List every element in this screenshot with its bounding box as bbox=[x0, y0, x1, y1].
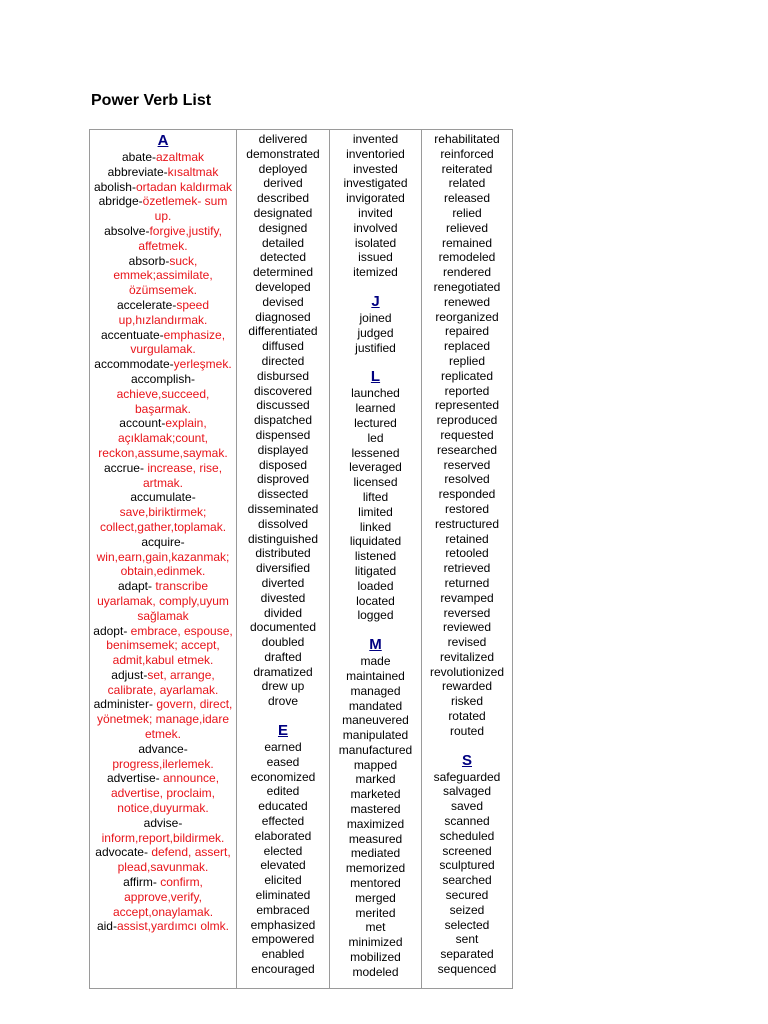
verb-english: aid bbox=[96, 919, 113, 934]
page-title: Power Verb List bbox=[91, 92, 212, 109]
verb-item: diverted bbox=[261, 575, 305, 590]
verb-item: disproved bbox=[256, 472, 310, 487]
verb-item: mastered bbox=[350, 802, 401, 817]
verb-item: demonstrated bbox=[246, 146, 320, 161]
verb-item: distributed bbox=[255, 546, 311, 561]
verb-item: relieved bbox=[445, 220, 489, 235]
verb-item: litigated bbox=[354, 563, 397, 578]
verb-translation: progress,ilerlemek. bbox=[112, 756, 214, 771]
verb-item: educated bbox=[258, 799, 308, 814]
verb-item: isolated bbox=[354, 235, 397, 250]
verb-item: lessened bbox=[351, 445, 400, 460]
verb-english: advise bbox=[143, 815, 179, 830]
verb-translation: ortadan kaldırmak bbox=[135, 179, 233, 194]
verb-translation: suck, emmek;assimilate, özümsemek. bbox=[113, 253, 213, 298]
verb-item: elaborated bbox=[254, 828, 312, 843]
verb-item: mapped bbox=[353, 757, 398, 772]
section-letter-a: A bbox=[157, 132, 169, 149]
verb-item: divided bbox=[263, 605, 303, 620]
verb-translation: set, arrange, calibrate, ayarlamak. bbox=[107, 667, 219, 697]
verb-english: accelerate bbox=[116, 297, 173, 312]
verb-translation: defend, assert, plead,savunmak. bbox=[117, 845, 231, 875]
verb-english: accommodate bbox=[94, 357, 170, 372]
verb-item: screened bbox=[442, 843, 492, 858]
verb-item: drove bbox=[267, 694, 299, 709]
verb-item: judged bbox=[357, 325, 394, 340]
verb-item: reorganized bbox=[435, 309, 499, 324]
verb-item: effected bbox=[261, 814, 305, 829]
verb-translation: announce, advertise, proclaim, notice,duyurmak. bbox=[110, 771, 220, 816]
verb-item: researched bbox=[436, 442, 498, 457]
verb-separator: - bbox=[163, 164, 168, 179]
verb-item: described bbox=[256, 191, 310, 206]
verb-english: adjust bbox=[111, 667, 144, 682]
verb-item: mentored bbox=[350, 876, 401, 891]
verb-item: revised bbox=[447, 635, 487, 650]
verb-entry bbox=[90, 742, 236, 772]
verb-item: drew up bbox=[261, 679, 305, 694]
verb-item: deployed bbox=[258, 161, 308, 176]
verb-separator: - bbox=[123, 623, 131, 638]
verb-english: abate bbox=[121, 150, 152, 164]
verb-separator: - bbox=[191, 371, 196, 386]
verb-separator: - bbox=[112, 919, 117, 934]
verb-separator: - bbox=[131, 179, 136, 194]
verb-item: merged bbox=[355, 890, 396, 905]
verb-translation: explain, açıklamak;count, reckon,assume,saymak. bbox=[98, 416, 228, 460]
verb-item: retrieved bbox=[443, 561, 491, 576]
verb-separator: - bbox=[172, 297, 177, 312]
verb-item: measured bbox=[348, 831, 403, 846]
verb-translation: govern, direct, yönetmek; manage,idare etmek. bbox=[96, 697, 233, 742]
verb-item: reviewed bbox=[442, 620, 492, 635]
verb-item: rendered bbox=[442, 265, 492, 280]
verb-entry bbox=[90, 697, 236, 741]
verb-item: scheduled bbox=[439, 828, 495, 843]
verb-english: affirm bbox=[123, 875, 153, 890]
verb-item: rehabilitated bbox=[434, 132, 500, 146]
verb-item: searched bbox=[442, 873, 492, 888]
verb-item: repaired bbox=[444, 324, 490, 339]
verb-translation: assist,yardımcı olmk. bbox=[116, 919, 230, 934]
verb-entry bbox=[90, 180, 236, 195]
verb-item: scanned bbox=[444, 814, 490, 829]
verb-entry bbox=[90, 328, 236, 358]
section-letter-s: S bbox=[461, 751, 472, 769]
verb-item: led bbox=[367, 430, 384, 445]
verb-item: linked bbox=[359, 519, 392, 534]
verb-entry bbox=[90, 224, 236, 254]
verb-table bbox=[89, 129, 513, 989]
verb-item: licensed bbox=[353, 475, 398, 490]
verb-item: dissected bbox=[257, 487, 309, 502]
verb-item: reiterated bbox=[441, 161, 493, 176]
verb-item: differentiated bbox=[248, 324, 318, 339]
verb-english: adapt bbox=[117, 579, 148, 594]
verb-english: administer bbox=[93, 697, 149, 712]
verb-item: diversified bbox=[255, 561, 311, 576]
verb-item: memorized bbox=[345, 861, 406, 876]
verb-item: diagnosed bbox=[255, 309, 311, 324]
verb-item: manufactured bbox=[338, 742, 413, 757]
verb-item: distinguished bbox=[247, 531, 319, 546]
verb-item: saved bbox=[450, 799, 484, 814]
verb-separator: - bbox=[143, 667, 148, 682]
verb-separator: - bbox=[183, 741, 188, 756]
verb-item: sent bbox=[455, 932, 479, 947]
verb-item: leveraged bbox=[349, 460, 402, 475]
verb-item: economized bbox=[250, 769, 316, 784]
verb-item: earned bbox=[264, 740, 302, 755]
verb-item: developed bbox=[255, 279, 311, 294]
verb-translation: azaltmak bbox=[156, 150, 205, 164]
verb-separator: - bbox=[152, 875, 161, 890]
verb-item: located bbox=[356, 593, 395, 608]
verb-item: made bbox=[360, 654, 391, 669]
verb-column-2 bbox=[237, 130, 330, 988]
verb-item: rotated bbox=[448, 709, 486, 724]
verb-entry bbox=[90, 875, 236, 919]
verb-item: enabled bbox=[261, 947, 305, 962]
verb-separator: - bbox=[139, 460, 148, 475]
verb-item: invited bbox=[358, 205, 393, 220]
verb-translation: speed up,hızlandırmak. bbox=[118, 297, 210, 327]
verb-item: seized bbox=[449, 902, 485, 917]
verb-item: remodeled bbox=[438, 250, 496, 265]
verb-translation: forgive,justify, affetmek. bbox=[138, 223, 222, 253]
verb-entry bbox=[90, 194, 236, 224]
verb-item: responded bbox=[438, 487, 496, 502]
verb-column-3 bbox=[330, 130, 422, 988]
verb-item: displayed bbox=[257, 442, 309, 457]
verb-item: minimized bbox=[348, 935, 403, 950]
verb-english: abolish bbox=[93, 179, 132, 194]
verb-entry bbox=[90, 624, 236, 668]
verb-separator: - bbox=[191, 490, 196, 505]
verb-item: mandated bbox=[348, 698, 403, 713]
verb-item: maneuvered bbox=[342, 713, 409, 728]
verb-item: maximized bbox=[346, 816, 405, 831]
verb-entry bbox=[90, 490, 236, 534]
verb-item: emphasized bbox=[250, 917, 316, 932]
verb-item: reported bbox=[444, 383, 490, 398]
verb-item: modeled bbox=[352, 964, 399, 979]
verb-item: restructured bbox=[434, 516, 500, 531]
verb-entry bbox=[90, 919, 236, 934]
verb-item: reserved bbox=[443, 457, 491, 472]
verb-translation: confirm, approve,verify, accept,onaylamak. bbox=[112, 875, 214, 919]
verb-item: discovered bbox=[253, 383, 313, 398]
verb-item: relied bbox=[452, 205, 482, 220]
verb-english: advocate bbox=[95, 845, 144, 860]
verb-english: acquire bbox=[141, 534, 181, 549]
verb-item: mobilized bbox=[350, 950, 401, 965]
verb-item: reversed bbox=[443, 605, 491, 620]
verb-item: merited bbox=[355, 905, 396, 920]
verb-english: accomplish bbox=[130, 371, 192, 386]
verb-item: discussed bbox=[256, 398, 310, 413]
verb-item: empowered bbox=[251, 932, 315, 947]
verb-item: renewed bbox=[443, 294, 491, 309]
verb-column-1 bbox=[90, 130, 237, 988]
verb-item: encouraged bbox=[251, 962, 315, 977]
verb-separator: - bbox=[152, 150, 156, 164]
verb-entry bbox=[90, 668, 236, 698]
verb-separator: - bbox=[165, 253, 170, 268]
verb-item: sequenced bbox=[437, 962, 497, 977]
verb-translation: inform,report,bildirmek. bbox=[101, 830, 225, 845]
verb-item: risked bbox=[450, 694, 483, 709]
verb-separator: - bbox=[138, 194, 143, 209]
verb-item: mediated bbox=[350, 846, 401, 861]
verb-item: resolved bbox=[444, 472, 490, 487]
verb-english: accentuate bbox=[100, 327, 160, 342]
verb-item: replaced bbox=[443, 339, 491, 354]
verb-item: routed bbox=[449, 723, 485, 738]
verb-entry bbox=[90, 535, 236, 579]
verb-entry bbox=[90, 816, 236, 846]
verb-entry bbox=[90, 357, 236, 372]
verb-item: investigated bbox=[343, 176, 408, 191]
verb-item: dramatized bbox=[253, 664, 313, 679]
verb-item: eased bbox=[266, 754, 300, 769]
verb-item: reinforced bbox=[440, 146, 494, 161]
verb-translation: embrace, espouse, benimsemek; accept, admit,kabul etmek. bbox=[106, 623, 233, 668]
section-letter-j: J bbox=[371, 292, 380, 310]
verb-entry bbox=[90, 298, 236, 328]
verb-item: returned bbox=[444, 575, 490, 590]
verb-item: issued bbox=[358, 250, 393, 265]
verb-item: divested bbox=[260, 590, 306, 605]
verb-item: liquidated bbox=[349, 534, 402, 549]
verb-item: embraced bbox=[256, 902, 310, 917]
verb-separator: - bbox=[161, 416, 166, 431]
section-letter-e: E bbox=[277, 722, 288, 740]
verb-translation: achieve,succeed, başarmak. bbox=[116, 386, 210, 416]
verb-item: listened bbox=[354, 549, 397, 564]
verb-item: launched bbox=[351, 386, 400, 401]
verb-item: managed bbox=[350, 683, 401, 698]
verb-item: manipulated bbox=[342, 728, 409, 743]
verb-item: elicited bbox=[264, 873, 302, 888]
verb-item: devised bbox=[262, 294, 304, 309]
verb-separator: - bbox=[155, 771, 163, 786]
verb-item: disseminated bbox=[247, 501, 319, 516]
verb-item: revolutionized bbox=[429, 664, 505, 679]
verb-item: restored bbox=[444, 501, 490, 516]
verb-separator: - bbox=[159, 327, 164, 342]
verb-item: invigorated bbox=[346, 191, 405, 206]
verb-translation: emphasize, vurgulamak. bbox=[130, 327, 226, 357]
verb-item: designated bbox=[253, 205, 313, 220]
verb-entry bbox=[90, 579, 236, 623]
verb-item: limited bbox=[358, 504, 393, 519]
verb-item: disbursed bbox=[256, 368, 310, 383]
verb-item: secured bbox=[445, 888, 489, 903]
verb-item: diffused bbox=[262, 339, 304, 354]
verb-item: met bbox=[365, 920, 386, 935]
verb-item: directed bbox=[261, 353, 305, 368]
verb-item: sculptured bbox=[439, 858, 495, 873]
verb-item: loaded bbox=[357, 578, 394, 593]
verb-entry bbox=[90, 771, 236, 815]
verb-separator: - bbox=[178, 815, 183, 830]
verb-separator: - bbox=[148, 697, 157, 712]
verb-separator: - bbox=[180, 534, 185, 549]
verb-item: elevated bbox=[260, 858, 306, 873]
verb-english: absolve bbox=[104, 223, 146, 238]
verb-item: logged bbox=[357, 608, 394, 623]
verb-english: abridge bbox=[98, 194, 139, 209]
verb-item: replicated bbox=[440, 368, 494, 383]
verb-item: invested bbox=[353, 161, 398, 176]
verb-item: eliminated bbox=[255, 888, 311, 903]
verb-translation: increase, rise, artmak. bbox=[142, 460, 223, 490]
verb-translation: save,biriktirmek; collect,gather,toplamak. bbox=[99, 505, 227, 534]
verb-english: abbreviate bbox=[107, 164, 164, 179]
verb-item: rewarded bbox=[441, 679, 493, 694]
verb-item: learned bbox=[355, 401, 396, 416]
verb-item: designed bbox=[258, 220, 308, 235]
verb-item: selected bbox=[444, 917, 490, 932]
verb-translation: yerleşmek. bbox=[173, 357, 232, 372]
verb-item: drafted bbox=[264, 649, 302, 664]
verb-item: determined bbox=[252, 265, 314, 280]
verb-item: dispatched bbox=[253, 413, 313, 428]
verb-item: requested bbox=[440, 427, 494, 442]
verb-english: advance bbox=[138, 741, 184, 756]
verb-item: retooled bbox=[445, 546, 489, 561]
verb-separator: - bbox=[148, 579, 156, 594]
verb-entry bbox=[90, 461, 236, 491]
verb-separator: - bbox=[169, 357, 174, 372]
verb-item: documented bbox=[249, 620, 317, 635]
verb-entry bbox=[90, 254, 236, 298]
verb-item: released bbox=[443, 191, 491, 206]
verb-item: justified bbox=[355, 340, 396, 355]
verb-item: dispensed bbox=[255, 427, 311, 442]
verb-english: accumulate bbox=[130, 490, 192, 505]
verb-item: disposed bbox=[258, 457, 308, 472]
verb-entry bbox=[90, 165, 236, 180]
verb-column-4 bbox=[422, 130, 512, 988]
verb-item: replied bbox=[448, 353, 486, 368]
verb-item: inventoried bbox=[346, 146, 405, 161]
verb-translation: transcribe uyarlamak, comply,uyum sağlamak bbox=[97, 579, 229, 623]
verb-item: related bbox=[448, 176, 486, 191]
verb-english: absorb bbox=[128, 253, 166, 268]
verb-item: edited bbox=[266, 784, 300, 799]
verb-item: detected bbox=[259, 250, 307, 265]
verb-item: dissolved bbox=[257, 516, 309, 531]
section-letter-m: M bbox=[369, 636, 382, 654]
verb-item: remained bbox=[441, 235, 493, 250]
verb-item: lectured bbox=[354, 415, 397, 430]
verb-item: marketed bbox=[350, 787, 401, 802]
verb-item: separated bbox=[440, 947, 494, 962]
verb-item: doubled bbox=[261, 635, 305, 650]
verb-item: safeguarded bbox=[433, 769, 501, 784]
verb-item: revamped bbox=[440, 590, 494, 605]
verb-english: advertise bbox=[106, 771, 156, 786]
verb-entry bbox=[90, 416, 236, 460]
verb-entry bbox=[90, 150, 236, 165]
verb-item: marked bbox=[355, 772, 396, 787]
verb-english: adopt bbox=[93, 623, 124, 638]
verb-item: itemized bbox=[353, 265, 398, 280]
verb-item: involved bbox=[353, 220, 398, 235]
verb-item: invented bbox=[352, 132, 399, 146]
verb-item: reproduced bbox=[436, 413, 498, 428]
verb-english: account bbox=[119, 416, 162, 431]
verb-item: renegotiated bbox=[433, 279, 501, 294]
verb-entry bbox=[90, 372, 236, 416]
verb-item: lifted bbox=[362, 489, 389, 504]
verb-english: accrue bbox=[103, 460, 140, 475]
verb-item: salvaged bbox=[442, 784, 492, 799]
verb-translation: özetlemek- sum up. bbox=[142, 194, 228, 224]
verb-separator: - bbox=[145, 223, 150, 238]
verb-translation: kısaltmak bbox=[167, 164, 219, 179]
verb-item: detailed bbox=[261, 235, 305, 250]
verb-item: delivered bbox=[258, 132, 308, 146]
verb-entry bbox=[90, 845, 236, 875]
verb-item: joined bbox=[359, 310, 392, 325]
verb-item: maintained bbox=[346, 668, 405, 683]
verb-item: retained bbox=[445, 531, 489, 546]
verb-translation: win,earn,gain,kazanmak; obtain,edinmek. bbox=[96, 549, 230, 579]
verb-item: elected bbox=[263, 843, 303, 858]
verb-item: represented bbox=[434, 398, 500, 413]
verb-item: revitalized bbox=[439, 649, 495, 664]
verb-item: derived bbox=[263, 176, 303, 191]
section-letter-l: L bbox=[370, 368, 381, 386]
verb-separator: - bbox=[143, 845, 152, 860]
